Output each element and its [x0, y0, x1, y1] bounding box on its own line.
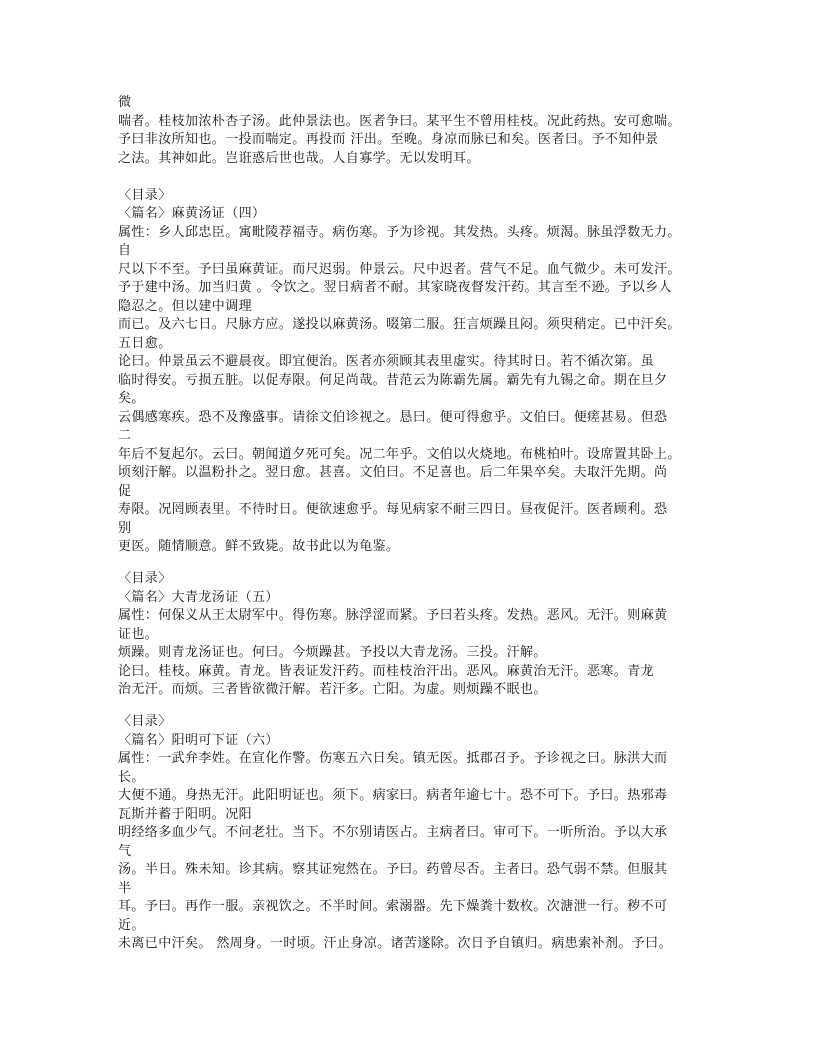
text-line: 汤。半日。殊未知。诊其病。察其证宛然在。予曰。药曾尽否。主者曰。恐气弱不禁。但服其 [118, 862, 668, 877]
text-line: 顷刻汗解。以温粉扑之。翌日愈。甚喜。文伯曰。不足喜也。后二年果卒矣。夫取汗先期。尚 [118, 465, 668, 480]
document-section [118, 570, 718, 700]
text-line: 证也。 [118, 626, 159, 642]
text-line: 五日愈。 [118, 335, 172, 351]
text-line: 尺以下不至。予曰虽麻黄证。而尺迟弱。仲景云。尺中迟者。营气不足。血气微少。未可发汗。 [118, 261, 681, 277]
text-line: 云偶感寒疾。恐不及豫盛事。请徐文伯诊视之。恳曰。便可得愈乎。文伯曰。便瘥甚易。但恐 [118, 409, 668, 425]
text-line: 予曰非汝所知也。一投而喘定。再投而 汗出。至晚。身凉而脉已和矣。医者曰。予不知仲景 [118, 132, 659, 147]
section-gap [118, 700, 718, 714]
document-section [118, 713, 718, 954]
text-line: 属性：何保义从王太尉军中。得伤寒。脉浮涩而紧。予曰若头疼。发热。恶风。无汗。则麻黄 [118, 608, 668, 623]
document-body [118, 94, 718, 954]
text-line: 属性：一武弁李姓。在宣化作警。伤寒五六日矣。镇无医。抵郡召予。予诊视之曰。脉洪大而 [118, 751, 668, 766]
text-line: 明经络多血少气。不问老壮。当下。不尔别请医占。主病者曰。审可下。一听所治。予以大承 [118, 825, 668, 840]
text-line: 二 [118, 428, 132, 443]
section-gap [118, 168, 718, 187]
text-line: 更医。随情顺意。鲜不致毙。故书此以为龟鉴。 [118, 539, 400, 554]
text-line: 别 [118, 520, 132, 536]
text-line: 寿限。况罔顾表里。不待时日。便欲速愈乎。每见病家不耐三四日。昼夜促汗。医者顾利。恐 [118, 502, 668, 517]
text-line: 自 [118, 243, 132, 258]
text-line: 〈篇名〉麻黄汤证（四） [118, 206, 266, 221]
text-line: 大便不通。身热无汗。此阳明证也。须下。病家曰。病者年逾七十。恐不可下。予曰。热邪毒 [118, 788, 668, 803]
text-line: 隐忍之。但以建中调理 [118, 298, 253, 314]
text-line: 喘者。桂枝加浓朴杏子汤。此仲景法也。医者争曰。某平生不曾用桂枝。况此药热。安可愈喘。 [118, 113, 681, 129]
text-line: 〈目录〉 [118, 187, 172, 203]
text-line: 而已。及六七日。尺脉方应。遂投以麻黄汤。啜第二服。狂言烦躁且闷。须臾稍定。已中汗矣。 [118, 317, 681, 332]
text-line: 气 [118, 843, 132, 859]
text-line: 烦躁。则青龙汤证也。何曰。今烦躁甚。予投以大青龙汤。三投。汗解。 [118, 645, 547, 660]
text-line: 年后不复起尔。云曰。朝闻道夕死可矣。况二年乎。文伯以火烧地。布桃柏叶。设席置其卧上。 [118, 446, 681, 462]
text-line: 论曰。桂枝。麻黄。青龙。皆表证发汗药。而桂枝治汗出。恶风。麻黄治无汗。恶寒。青龙 [118, 663, 655, 679]
text-line: 属性：乡人邱忠臣。寓毗陵荐福寺。病伤寒。予为诊视。其发热。头疼。烦渴。脉虽浮数无力。 [118, 224, 681, 240]
text-line: 予于建中汤。加当归黄 。令饮之。翌日病者不耐。其家晓夜督发汗药。其言至不逊。予以乡人 [118, 280, 672, 295]
text-line: 〈目录〉 [118, 714, 172, 729]
text-line: 治无汗。而烦。三者皆欲微汗解。若汗多。亡阳。为虚。则烦躁不眠也。 [118, 682, 547, 697]
text-line: 未离已中汗矣。 然周身。一时顷。汗止身凉。诸苦遂除。次日予自镇归。病患索补剂。予曰。 [118, 936, 672, 951]
document-section [118, 187, 718, 557]
text-line: 瓦斯并蓄于阳明。况阳 [118, 806, 253, 822]
text-line: 长。 [118, 769, 145, 785]
text-line: 促 [118, 483, 132, 499]
text-line: 半 [118, 880, 132, 896]
text-line: 矣。 [118, 391, 145, 406]
text-line: 〈目录〉 [118, 571, 172, 586]
document-section [118, 94, 718, 168]
text-line: 临时得安。亏损五脏。以促寿限。何足尚哉。昔范云为陈霸先属。霸先有九锡之命。期在旦夕 [118, 372, 668, 388]
text-line: 近。 [118, 917, 145, 933]
section-gap [118, 557, 718, 571]
text-line: 之法。其神如此。岂诳惑后世也哉。人自寡学。无以发明耳。 [118, 150, 480, 166]
text-line: 微 [118, 95, 132, 110]
text-line: 耳。予曰。再作一服。亲视饮之。不半时间。索溺器。先下燥粪十数枚。次溏泄一行。秽不可 [118, 899, 668, 914]
text-line: 论曰。仲景虽云不避晨夜。即宜便治。医者亦须顾其表里虚实。待其时日。若不循次第。虽 [118, 354, 655, 369]
text-line: 〈篇名〉大青龙汤证（五） [118, 589, 279, 605]
text-line: 〈篇名〉阳明可下证（六） [118, 732, 279, 748]
